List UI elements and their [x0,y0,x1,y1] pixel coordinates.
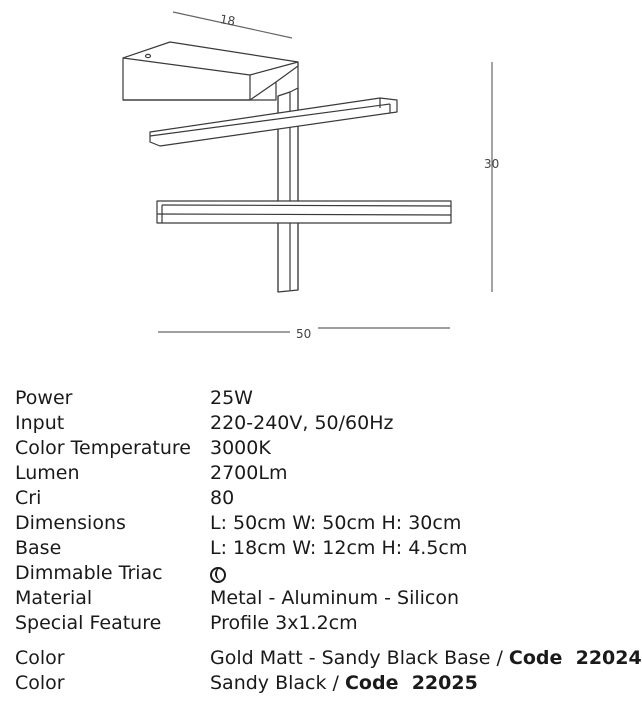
color-row-sandy-black [15,671,621,696]
color-name: Sandy Black [210,672,327,694]
spec-row-color-temperature [15,436,621,461]
vertical-stem [278,62,298,292]
spec-row-input [15,411,621,436]
spec-value: 2700Lm [210,462,288,484]
spec-value: Profile 3x1.2cm [210,612,358,634]
mounting-base [123,42,298,100]
color-separator: / [326,672,345,694]
spec-row-dimensions [15,511,621,536]
spec-label: Color Temperature [15,437,192,459]
color-separator: / [490,647,509,669]
spec-row-power [15,386,621,411]
spec-label: Lumen [15,462,80,484]
spec-value: Metal - Aluminum - Silicon [210,587,460,609]
product-technical-drawing [0,0,626,360]
width-dimension-label: 18 [218,12,237,29]
spec-label: Cri [15,487,42,509]
color-value [210,646,642,671]
dimmable-icon [210,567,226,583]
spec-value: 25W [210,387,253,409]
spec-row-cri [15,486,621,511]
spec-label: Dimensions [15,512,126,534]
lower-light-bar [157,201,451,223]
product-code: Code 22025 [344,672,478,694]
specifications-table [15,386,642,696]
spec-value: 80 [210,487,235,509]
spec-row-special-feature [15,611,621,636]
length-dimension-label: 50 [296,327,312,341]
color-row-gold-matt [15,646,642,671]
spec-row-base [15,536,621,561]
spec-label: Special Feature [15,612,162,634]
spec-value [210,561,226,586]
spec-label: Material [15,587,93,609]
product-code: Code 22024 [508,647,642,669]
spec-label: Base [15,537,62,559]
color-name: Gold Matt - Sandy Black Base [210,647,491,669]
spec-value: L: 18cm W: 12cm H: 4.5cm [210,537,468,559]
height-dimension-label: 30 [484,157,500,171]
spec-row-material [15,586,621,611]
upper-light-bar [150,98,397,146]
color-label: Color [15,647,65,669]
spec-value: L: 50cm W: 50cm H: 30cm [210,512,462,534]
color-value [210,671,478,696]
color-label: Color [15,672,65,694]
spec-value: 220-240V, 50/60Hz [210,412,394,434]
spec-value: 3000K [210,437,271,459]
spec-label: Input [15,412,65,434]
spec-row-dimmable-triac [15,561,621,586]
spec-label: Power [15,387,73,409]
spec-row-lumen [15,461,621,486]
spec-label: Dimmable Triac [15,562,163,584]
